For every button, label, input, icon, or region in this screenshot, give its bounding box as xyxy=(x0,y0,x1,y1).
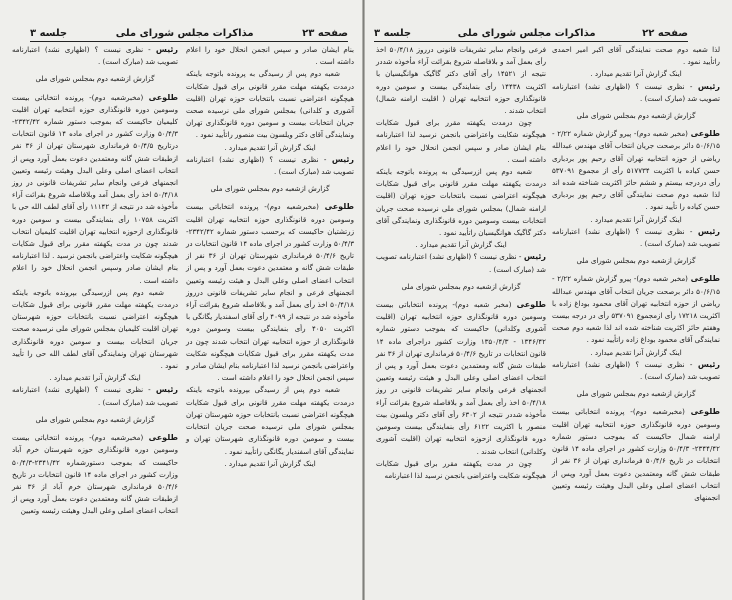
speaker-name: رئیس xyxy=(523,252,546,262)
speech-paragraph xyxy=(552,359,720,383)
speech-text: (مخبرشعبه دوم)- پرونده انتخاباتی بیست وسومین دوره قانونگذاری حوزه انتخابیه تهران اقلیت ارامنه شمال حاکیست که بموجب دستور شماره ۲۳۴۴/۴۲- ۵۰/۴/۳ وزارت کشور در اجرای ماده ۱۴ قانون انتخابات در تاریخ ۵۰/۴/۶ فرمانداری تهران از ۳۶ نفر از طبقات شش گانه ومعتمدین دعوت بعمل آورد وپس از انتخاب اعضای اصلی وعلی البدل وهیئت رئیسه وتعیین انجمنهای xyxy=(552,407,720,502)
body-paragraph: فرعی وانجام سایر تشریفات قانونی درروز ۵۰/۴/۱۸ اخذ رأی بعمل آمد و بلافاصله شروع بقرائت آراء مأخوذه شددر نتیجه از ۱۴۵۲۱ رأی آقای دکتر گاگیک هوانگیسیان با اکثریت ۱۴۴۳۸ رأی بنمایندگی بیست و سومین دوره قانونگذاری حوزه انتخابیه تهران ( اقلیت ارامنه شمال) انتخاب شدند . xyxy=(376,45,547,116)
report-closing-line: اینک گزارش آنرا تقدیم میدارد . xyxy=(49,373,141,383)
speaker-name: طلوعی xyxy=(148,92,178,102)
speaker-name: طلوعی xyxy=(324,202,354,212)
right-page xyxy=(366,0,732,600)
speech-paragraph xyxy=(376,299,546,458)
speech-text: - نظری نیست ؟ (اظهاری نشد) اعتبارنامه تصویب شد (مبارک است) . xyxy=(552,81,720,103)
speech-text: - نظری نیست ؟ (اظهاری نشد) اعتبارنامه تصویب شد (مبارک است) . xyxy=(186,154,354,177)
body-paragraph: شعبه دوم پس از رسیدگی به پرونده باتوجه باینکه درمدت یکهفته مهلت مقرر قانونی برای قبول شکایات هیچگونه اعتراضی نسبت بانتخابات حوزه تهران (اقلیت آشوری و کلدانی) بمجلس شورای ملی نرسیده صحت جریان انتخابات بیست و سومین دوره قانونگذاری تهران ونمایندگی آقای دکتر ویلسون بیت منصور راتأیید نمود . xyxy=(186,69,354,140)
body-paragraph: بنام ایشان صادر و سپس انجمن انحلال خود را اعلام داشته است . xyxy=(186,45,354,67)
speech-text: (مخبر شعبه دوم)- پیرو گزارش شماره ۲/۲۲ - ۵۰/۶/۱۵ دائر برصحت جریان انتخاب آقای مهندس عبدالله ریاضی از حوزه انتخابیه تهران آقای محمود بوداغ زاده با اکثریت ۱۷۲۱۸ رأی ازمجموع ۵۳۷۰۹۱ رأی در درجه بیست وهفتم حائز اکثریت شناخته شده اند لذا شعبه دوم صحت نمایندگی آقای محمود بوداغ زاده راتأیید نمود . xyxy=(552,274,720,345)
session-number: جلسه ۳ xyxy=(374,28,412,39)
speech-paragraph xyxy=(12,92,178,287)
speech-paragraph xyxy=(552,226,720,250)
speech-paragraph xyxy=(12,44,178,68)
speaker-name: رئیس xyxy=(331,154,355,164)
speech-text: (مخبر شعبه دوم)- پیرو گزارش شماره ۲/۲۲ - ۵۰/۶/۱۵ دائر برصحت جریان انتخاب آقای مهندس عبدالله ریاضی از حوزه انتخابیه تهران آقای رحیم پور بردباری حسن کیاده با اکثریت ۵۱۷۷۳۴ رأی از مجموع ۵۳۷۰۹۱ رأی دردرجه بیستم و ششم حائز اکثریت شناخته شده اند لذا شعبه دوم صحت نمایندگی آقای رحیم پور بردباری حسن کیاده را تأیید نمود . xyxy=(552,129,721,212)
publication-title: مذاکرات مجلس شورای ملی xyxy=(115,28,254,39)
section-title: گزارش ازشعبه دوم بمجلس شورای ملی xyxy=(576,389,696,399)
section-title: گزارش ازشعبه دوم بمجلس شورای ملی xyxy=(576,256,696,266)
report-closing-line: اینک گزارش آنرا تقدیم میدارد . xyxy=(590,347,682,357)
report-closing-line: اینک گزارش آنرا تقدیم میدارد . xyxy=(590,69,682,79)
report-closing-line: اینک گزارش آنرا تقدیم میدارد . xyxy=(590,214,682,224)
speech-paragraph xyxy=(552,273,720,346)
section-title: گزارش ازشعبه دوم بمجلس شورای ملی xyxy=(35,414,155,424)
session-number: جلسه ۳ xyxy=(30,28,68,39)
speaker-name: طلوعی xyxy=(690,407,720,417)
speaker-name: طلوعی xyxy=(690,129,720,139)
speech-text: - نظری نیست ؟ (اظهاری نشد) اعتبارنامه تصویب شد (مبارک است) . xyxy=(12,45,178,67)
speech-text: (مخبرشعبه دوم)- پرونده انتخاباتی بیست وسومین دوره قانونگذاری حوزه شهرستان خرم آباد حاکیست که بموجب دستورشماره ۲۳۴۱/۴۲-۵۰/۴/۳ وزارت کشور در اجرای ماده ۱۴ قانون انتخابات در تاریخ ۵۰/۴/۶ فرمانداری شهرستان خرم آباد از ۳۶ نفر ازطبقات شش گانه ومعتمدین دعوت بعمل آورد وپس از انتخاب اعضای اصلی وعلی البدل وهیئت رئیسه وتعیین xyxy=(12,433,178,516)
speaker-name: رئیس xyxy=(697,226,721,236)
speech-text: - نظری نیست ؟ (اظهاری نشد) اعتبارنامه تصویب شد (مبارک است) . xyxy=(552,359,720,382)
speech-paragraph xyxy=(12,432,178,517)
body-paragraph: شعبه دوم پس ازرسیدگی بپرونده باتوجه باینکه درمدت یکهفته مهلت مقرر قانونی برای قبول شکایات هیچگونه اعتراضی نسبت بانتخابات حوزه شهرستان تهران اقلیت کلیمیان بمجلس شورای ملی نرسیده صحت جریان انتخابات بیست و سومین دوره قانونگذاری شهرستان تهران ونمایندگی آقای لطف الله حی را تأیید نمود . xyxy=(12,287,178,371)
page-header xyxy=(374,25,688,42)
text-column-left xyxy=(376,44,546,482)
speech-paragraph xyxy=(12,384,178,408)
speaker-name: رئیس xyxy=(155,45,178,54)
speech-text: - نظری نیست ؟ (اظهاری نشد) اعتبارنامه تصویب شد (مبارک است) . xyxy=(12,385,178,407)
speech-text: (مخبرشعبه دوم)- پرونده انتخاباتی بیست وسومین دوره قانونگذاری حوزه انتخابیه تهران اقلیت زرتشتیان حاکیست که برحسب دستور شماره ۲۳۴۲/۴۲- ۵۰/۴/۳ وزارت کشور در اجرای ماده ۱۴ قانون انتخابات در تاریخ ۵۰/۴/۶ فرمانداری شهرستان تهران از ۳۶ نفر از طبقات شش گانه و معتمدین دعوت بعمل آورد و پس از انتخاب اعضای اصلی وعلی البدل و هیئت رئیسه وتعیین انجمنهای فرعی و انجام سایر تشریفات قانونی درروز ۵۰/۴/۱۸ اخذ رأی بعمل آمد و بلافاصله شروع بقرائت آراء مأخوذه شد در نتیجه از ۴۰۹۹ رأی آقای اسفندیار یگانگی با اکثریت ۴۰۵۰ رأی بنمایندگی بیست وسومین دوره قانونگذاری از حوزه انتخابیه تهران انتخاب شدند چون در مدت یکهفته مقرر برای قبول شکایات هیچگونه شکایت واعتراضی بانجمن نرسید لذا اعتبارنامه بنام ایشان صادر و سپس انجمن انحلال خود را اعلام داشته است . xyxy=(186,202,355,383)
speech-paragraph xyxy=(376,251,546,275)
text-column-right xyxy=(552,44,720,504)
body-paragraph: لذا شعبه دوم صحت نمایندگی آقای اکبر امیر احمدی راتأیید نمود . xyxy=(552,45,720,67)
speaker-name: رئیس xyxy=(697,359,721,369)
report-closing-line: اینک گزارش آنرا تقدیم میدارد . xyxy=(415,240,507,250)
speech-paragraph xyxy=(552,128,720,213)
body-paragraph: شعبه دوم پس از رسیدگی بپرونده باتوجه باینکه درمدت یکهفته مهلت مقرر قانونی برای قبول شکایات هیچگونه اعتراضی نسبت بانتخابات حوزه شهرستان تهران بمجلس شورای ملی نرسیده صحت جریان انتخابات بیست و سومین دوره قانونگذاری شهرستان تهران و نمایندگی آقای اسفندیار یگانگی راتأیید نمود . xyxy=(186,385,354,456)
speech-paragraph xyxy=(186,201,354,384)
book-spine xyxy=(362,0,365,600)
publication-title: مذاکرات مجلس شورای ملی xyxy=(457,28,596,39)
speech-paragraph xyxy=(186,154,354,178)
report-closing-line: اینک گزارش آنرا تقدیم میدارد . xyxy=(224,458,316,468)
section-title: گزارش ازشعبه دوم بمجلس شورای ملی xyxy=(576,111,696,121)
speaker-name: طلوعی xyxy=(148,433,178,443)
speech-text: - نظری نیست ؟ (اظهاری نشد) اعتبارنامه تصویب شد (مبارک است) . xyxy=(376,252,546,274)
page-number: صفحه ۲۲ xyxy=(642,28,688,39)
text-column-left xyxy=(12,44,178,518)
speech-text: (مخبر شعبه دوم)- پرونده انتخاباتی بیست وسومین دوره قانونگذاری حوزه انتخابیه تهران (اقلیت آشوری وکلدانی) حاکیست که بموجب دستور شماره ۱۳۴۶/۴۲ - ۱۳۵۰/۴/۳ وزارت کشور دراجرای ماده ۱۴ قانون انتخابات در تاریخ ۵۰/۴/۶ فرمانداری تهران از ۳۶ نفر طبقات شش گانه ومعتمدین دعوت بعمل آورد و پس از انتخاب اعضای اصلی وعلی البدل و هیئت رئیسه وتعیین انجمنهای فرعی وانجام سایر تشریفات قانونی در روز ۵۰/۴/۱۸ اخذ رأی بعمل آمد و بلافاصله شروع بقرائت آراء مأخوذه شددر نتیجه از ۶۳۰۲ رأی آقای دکتر ویلسون بیت منصور با اکثریت ۶۱۲۲ رأی بنمایندگی بیست وسومین دوره قانونگذاری ازحوزه انتخابیه تهران (اقلیت آشوری وکلدانی) انتخاب شدند . xyxy=(376,300,547,456)
body-paragraph: شعبه دوم پس ازرسیدگی به پرونده باتوجه باینکه درمدت یکهفته مهلت مقرر قانونی برای قبول شکایات هیچگونه اعتراضی نسبت بانتخابات حوزه تهران (اقلیت ارامنه شمال) بمجلس شورای ملی نرسیده صحت جریان انتخابات بیست وسومین دوره قانونگذاری ونمایندگی آقای دکتر گاگیک هوانگیسیان راتأیید نمود . xyxy=(376,167,546,238)
speaker-name: طلوعی xyxy=(516,300,546,310)
speech-text: (مخبرشعبه دوم)- پرونده انتخاباتی بیست وسومین دوره قانونگذاری حوزه انتخابیه تهران اقلیت کلیمیان حاکیست که بموجب دستور شماره ۲۳۴۲/۴۲- ۵۰/۴/۳ وزارت کشور در اجرای ماده ۱۴ قانون انتخابات درتاریخ ۵۰/۴/۵ فرمانداری شهرستان تهران از ۳۶ نفر ازطبقات شش گانه ومعتمدین دعوت بعمل آورد وپس از انتخاب اعضای اصلی وعلی البدل وهیئت رئیسه وتعیین انجمنهای فرعی وانجام سایر تشریفات قانونی در روز ۵۰/۴/۱۸ اخذ رأی بعمل آمد وبلافاصله شروع بقرائت آراء مأخوذه شد در نتیجه از ۱۱۱۴۲ رأی آقای لطف الله حی با اکثریت ۱۰۷۵۸ رأی بنمایندگی بیست و سومین دوره قانونگذاری ازحوزه انتخابیه تهران اقلیت کلیمیان انتخاب شدند چون در مدت یکهفته مقرر برای قبول شکایات هیچگونه شکایت واعتراضی بانجمن نرسید . لذا اعتبارنامه بنام ایشان صادر وسپس انجمن انحلال خود را اعلام داشته است . xyxy=(12,92,178,285)
speech-text: - نظری نیست ؟ (اظهاری نشد) اعتبارنامه تصویب شد (مبارک است) . xyxy=(552,226,720,249)
body-paragraph: چون درمدت یکهفته مقرر برای قبول شکایات هیچگونه شکایت واعتراضی بانجمن نرسید لذا اعتبارنامه بنام ایشان صادر و سپس انجمن انحلال خود را اعلام داشته است . xyxy=(376,118,546,164)
speech-paragraph xyxy=(552,406,720,504)
report-closing-line: اینک گزارش آنرا تقدیم میدارد . xyxy=(224,142,316,152)
speaker-name: رئیس xyxy=(697,81,721,91)
speaker-name: رئیس xyxy=(155,385,178,395)
speaker-name: طلوعی xyxy=(690,274,720,284)
page-header xyxy=(30,25,348,42)
speech-paragraph xyxy=(552,81,720,105)
section-title: گزارش ازشعبه دوم بمجلس شورای ملی xyxy=(401,281,521,291)
section-title: گزارش ازشعبه دوم بمجلس شورای ملی xyxy=(210,184,330,194)
page-number: صفحه ۲۳ xyxy=(302,28,348,39)
text-column-right xyxy=(186,44,354,470)
section-title: گزارش ازشعبه دوم بمجلس شورای ملی xyxy=(35,74,155,84)
body-paragraph: چون در مدت یکهفته مقرر برای قبول شکایات هیچگونه شکایت واعتراضی بانجمن نرسید لذا اعتبارنامه xyxy=(376,458,546,480)
